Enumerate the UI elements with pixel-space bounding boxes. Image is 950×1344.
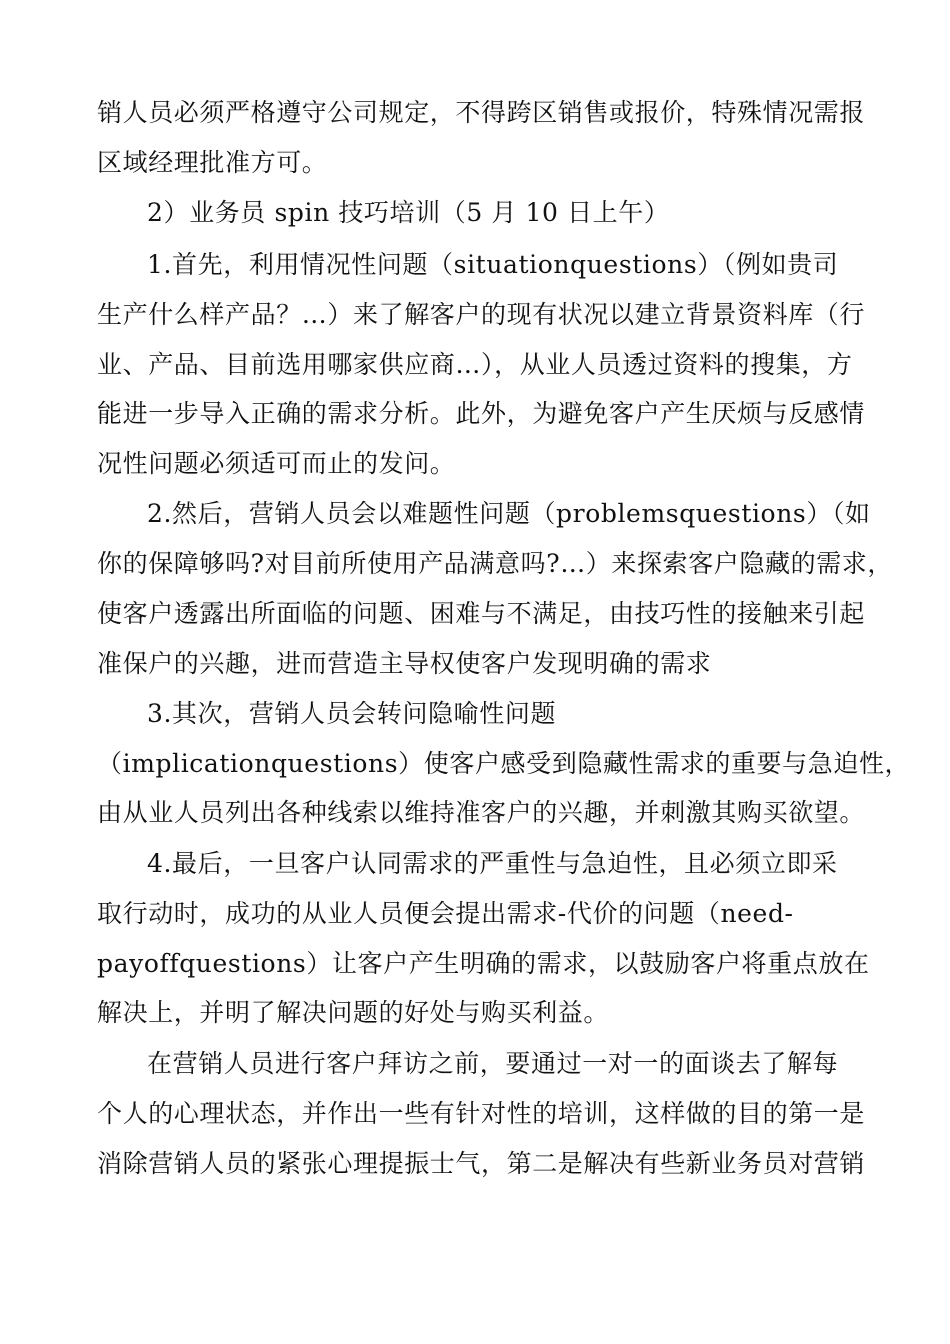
- list-item-line: 解决上，并明了解决问题的好处与购买利益。: [97, 998, 610, 1027]
- list-item-line: 业、产品、目前选用哪家供应商…），从业人员透过资料的搜集，方: [97, 350, 853, 379]
- list-item-line: 准保户的兴趣，进而营造主导权使客户发现明确的需求: [97, 649, 712, 678]
- paragraph-line: 销人员必须严格遵守公司规定，不得跨区销售或报价，特殊情况需报: [97, 98, 866, 127]
- list-item-line: 由从业人员列出各种线索以维持准客户的兴趣，并刺激其购买欲望。: [97, 798, 866, 827]
- paragraph-line: 个人的心理状态，并作出一些有针对性的培训，这样做的目的第一是: [97, 1099, 866, 1128]
- list-item-line: 能进一步导入正确的需求分析。此外，为避免客户产生厌烦与反感情: [97, 399, 866, 428]
- list-item-line: 况性问题必须适可而止的发问。: [97, 449, 456, 478]
- list-item-line: 使客户透露出所面临的问题、困难与不满足，由技巧性的接触来引起: [97, 599, 866, 628]
- list-item-line: 你的保障够吗?对目前所使用产品满意吗?…）来探索客户隐藏的需求，: [97, 549, 894, 578]
- list-item-line: 1.首先，利用情况性问题（situationquestions）（例如贵司: [147, 250, 839, 279]
- paragraph-line: 消除营销人员的紧张心理提振士气，第二是解决有些新业务员对营销: [97, 1149, 866, 1178]
- list-item-line: 2.然后，营销人员会以难题性问题（problemsquestions）（如: [147, 499, 871, 528]
- list-item-line: 4.最后，一旦客户认同需求的严重性与急迫性，且必须立即采: [147, 849, 838, 878]
- list-item-line: 取行动时，成功的从业人员便会提出需求-代价的问题（need-: [97, 899, 794, 928]
- list-item-line: 生产什么样产品？…）来了解客户的现有状况以建立背景资料库（行: [97, 300, 866, 329]
- paragraph-line: 区域经理批准方可。: [97, 148, 328, 177]
- list-item-line: payoffquestions）让客户产生明确的需求，以鼓励客户将重点放在: [97, 949, 870, 978]
- list-item-line: （implicationquestions）使客户感受到隐藏性需求的重要与急迫性，: [97, 749, 911, 778]
- section-heading: 2）业务员 spin 技巧培训（5 月 10 日上午）: [147, 198, 670, 227]
- list-item-line: 3.其次，营销人员会转问隐喻性问题: [147, 699, 557, 728]
- paragraph-line: 在营销人员进行客户拜访之前，要通过一对一的面谈去了解每: [147, 1049, 839, 1078]
